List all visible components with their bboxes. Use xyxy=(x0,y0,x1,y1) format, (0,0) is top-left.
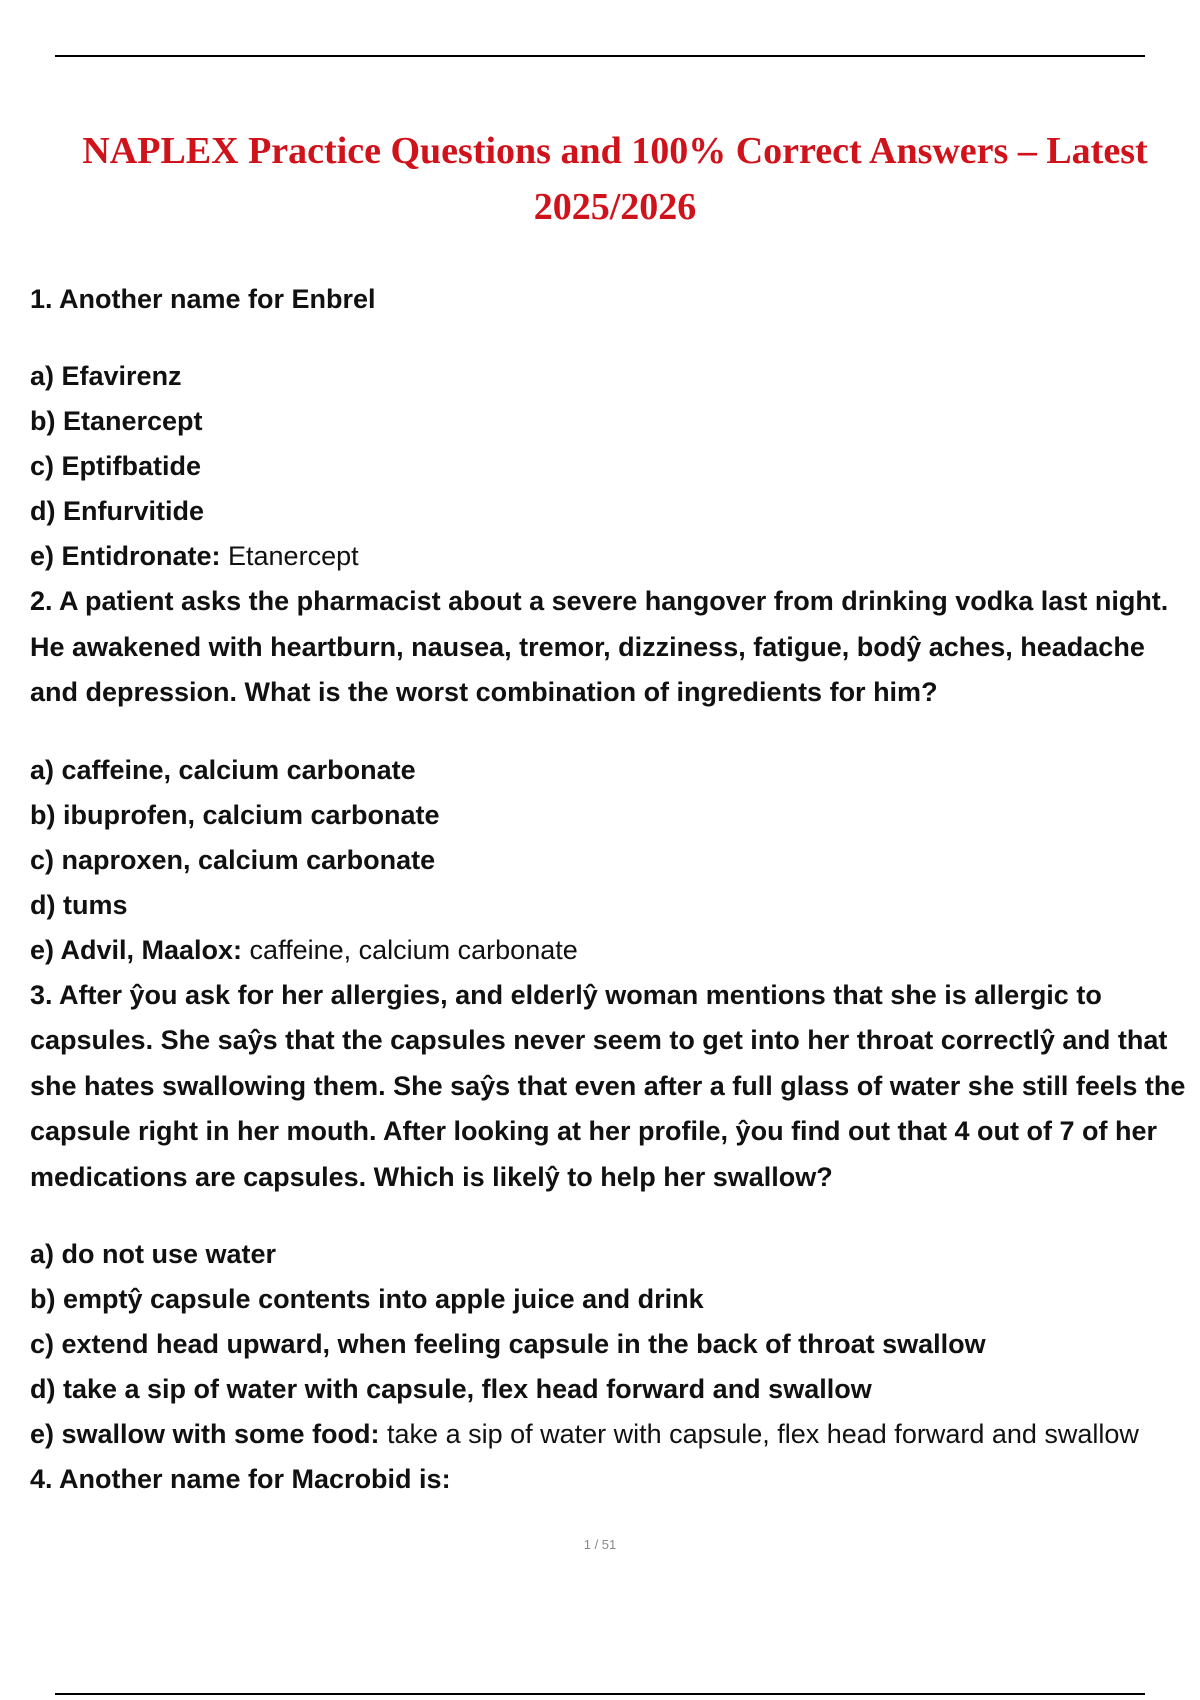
question-4-text: 4. Another name for Macrobid is: xyxy=(30,1464,451,1494)
question-3-text: 3. After ŷou ask for her allergies, and elderlŷ woman mentions that she is allergic to capsules. She saŷs that the capsules never seem to get into her throat correctlŷ and that she hates swallowing them. She saŷs that even after a full glass of water she still feels the capsule right in her mouth. After looking at her profile, ŷou find out that 4 out of 7 of her medications are capsules. Which is likelŷ to help her swallow? xyxy=(30,979,1186,1192)
answer-text: Etanercept xyxy=(220,541,359,571)
question-3-option-b: b) emptŷ capsule contents into apple juice and drink xyxy=(30,1284,704,1314)
question-1-text: 1. Another name for Enbrel xyxy=(30,284,376,314)
question-2-option-a: a) caffeine, calcium carbonate xyxy=(30,754,416,785)
question-1-option-d: d) Enfurvitide xyxy=(30,496,204,526)
option-label: e) Advil, Maalox: xyxy=(30,934,243,965)
question-2-option-b: b) ibuprofen, calcium carbonate xyxy=(30,799,440,830)
top-rule xyxy=(55,55,1145,57)
question-1-option-a: a) Efavirenz xyxy=(30,361,182,391)
document-body xyxy=(30,277,1190,1502)
question-2-option-d: d) tums xyxy=(30,889,128,920)
question-1-option-c: c) Eptifbatide xyxy=(30,451,202,481)
spacer xyxy=(30,1200,1190,1232)
question-1-option-b: b) Etanercept xyxy=(30,406,203,436)
page-number: 1 / 51 xyxy=(583,1537,617,1552)
spacer xyxy=(30,322,1190,354)
option-label: e) Entidronate: xyxy=(30,541,221,571)
spacer xyxy=(30,716,1190,748)
answer-text: caffeine, calcium carbonate xyxy=(242,934,578,965)
option-label: e) swallow with some food: xyxy=(30,1419,380,1449)
answer-text: take a sip of water with capsule, flex head forward and swallow xyxy=(379,1419,1139,1449)
question-3-option-e xyxy=(30,1412,1190,1457)
bottom-rule xyxy=(55,1693,1145,1695)
question-1-option-e xyxy=(30,534,1190,579)
question-2-text: 2. A patient asks the pharmacist about a severe hangover from drinking vodka last night. He awakened with heartburn, nausea, tremor, dizziness, fatigue, bodŷ aches, headache and depression. What is the worst combination of ingredients for him? xyxy=(30,586,1169,707)
question-3-option-c: c) extend head upward, when feeling capsule in the back of throat swallow xyxy=(30,1329,986,1359)
question-3-option-a: a) do not use water xyxy=(30,1239,277,1269)
question-2-option-c: c) naproxen, calcium carbonate xyxy=(30,844,436,875)
document-title: NAPLEX Practice Questions and 100% Correct Answers – Latest 2025/2026 xyxy=(82,130,1148,228)
question-2-option-e xyxy=(30,928,1190,973)
question-3-option-d: d) take a sip of water with capsule, flex head forward and swallow xyxy=(30,1374,872,1404)
